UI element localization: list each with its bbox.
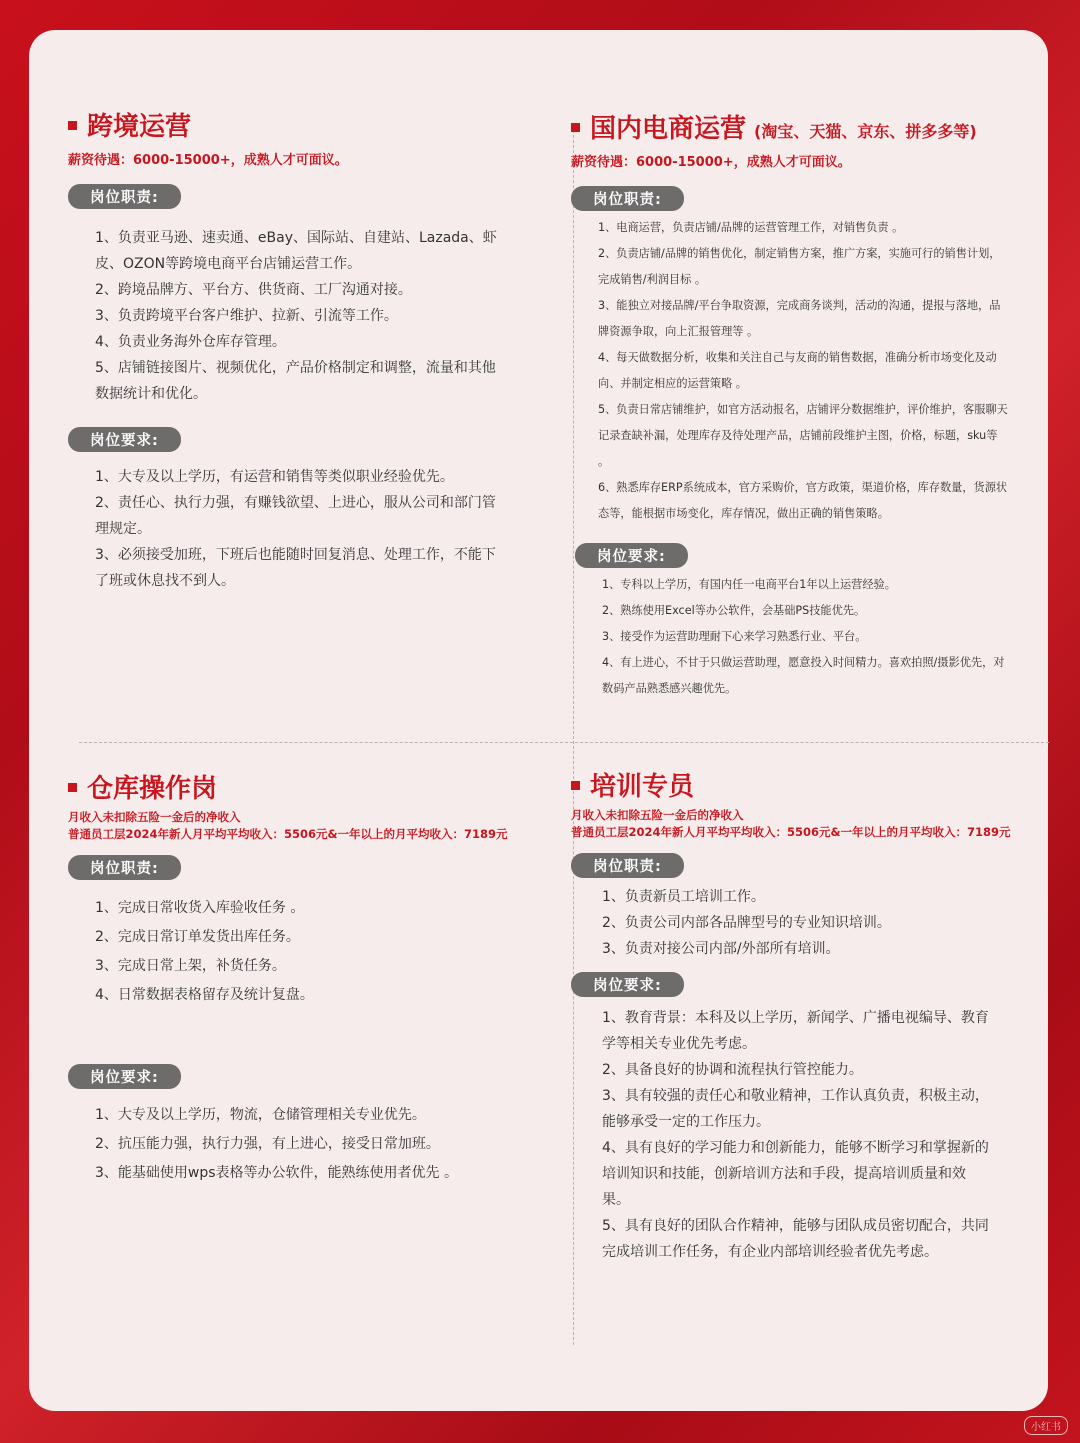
duties-list [571,215,1011,527]
duties-badge: 岗位职责: [68,184,181,209]
list-item: 2、熟练使用Excel等办公软件，会基础PS技能优先。 [602,604,866,617]
income-detail: 普通员工层2024年新人月平均平均收入：5506元&一年以上的月平均收入：7189元 [68,827,508,841]
section-warehouse [68,768,528,1188]
list-item: 3、负责跨境平台客户维护、拉新、引流等工作。 [95,308,398,324]
list-item: 1、专科以上学历，有国内任一电商平台1年以上运营经验。 [602,578,896,591]
duties-list [68,894,528,1010]
job-card [29,30,1048,1411]
list-item: 2、完成日常订单发货出库任务。 [95,929,300,945]
list-item: 1、负责亚马逊、速卖通、eBay、国际站、自建站、Lazada、虾皮、OZON等跨境电商平台店铺运营工作。 [95,230,497,272]
list-item: 3、必须接受加班，下班后也能随时回复消息、处理工作，不能下了班或休息找不到人。 [95,547,496,589]
requirements-badge: 岗位要求: [68,427,181,452]
duties-list [575,884,991,962]
section-cross-border [68,106,508,594]
salary-text: 薪资待遇：6000-15000+，成熟人才可面议。 [68,153,348,168]
list-item: 5、具有良好的团队合作精神，能够与团队成员密切配合，共同完成培训工作任务，有企业内部培训经验者优先考虑。 [602,1218,989,1260]
bullet-square-icon [571,781,580,790]
duties-badge: 岗位职责: [571,853,684,878]
list-item: 4、每天做数据分析，收集和关注自己与友商的销售数据，准确分析市场变化及动向、并制定相应的运营策略 。 [598,351,997,390]
section-title: 国内电商运营 (淘宝、天猫、京东、拼多多等) [571,108,1011,145]
section-subtitle: (淘宝、天猫、京东、拼多多等) [754,122,977,141]
duties-badge: 岗位职责: [571,186,684,211]
income-note: 月收入未扣除五险一金后的净收入 [571,808,744,822]
list-item: 4、具有良好的学习能力和创新能力，能够不断学习和掌握新的培训知识和技能，创新培训方法和手段，提高培训质量和效果。 [602,1140,989,1208]
salary-text: 薪资待遇：6000-15000+，成熟人才可面议。 [571,155,851,170]
list-item: 1、大专及以上学历，物流，仓储管理相关专业优先。 [95,1107,426,1123]
list-item: 5、店铺链接图片、视频优化，产品价格制定和调整，流量和其他数据统计和优化。 [95,360,496,402]
list-item: 4、有上进心，不甘于只做运营助理，愿意投入时间精力。喜欢拍照/摄影优先，对数码产品熟悉感兴趣优先。 [602,656,1005,695]
list-item: 2、负责店铺/品牌的销售优化，制定销售方案，推广方案，实施可行的销售计划，完成销售/利润目标 。 [598,247,1001,286]
section-trainer [571,766,1011,1265]
list-item: 6、熟悉库存ERP系统成本，官方采购价，官方政策，渠道价格，库存数量，货源状态等，能根据市场变化，库存情况，做出正确的销售策略。 [598,481,1008,520]
list-item: 2、负责公司内部各品牌型号的专业知识培训。 [602,915,891,931]
section-domestic [571,108,1011,702]
income-detail: 普通员工层2024年新人月平均平均收入：5506元&一年以上的月平均收入：7189元 [571,825,1011,839]
list-item: 1、大专及以上学历，有运营和销售等类似职业经验优先。 [95,469,454,485]
list-item: 3、能基础使用wps表格等办公软件，能熟练使用者优先 。 [95,1165,458,1181]
list-item: 3、完成日常上架，补货任务。 [95,958,286,974]
requirements-badge: 岗位要求: [68,1064,181,1089]
requirements-list [68,1101,528,1188]
list-item: 1、电商运营，负责店铺/品牌的运营管理工作，对销售负责 。 [598,221,904,234]
list-item: 3、接受作为运营助理耐下心来学习熟悉行业、平台。 [602,630,867,643]
list-item: 3、能独立对接品牌/平台争取资源，完成商务谈判，活动的沟通，提报与落地，品牌资源争取，向上汇报管理等 。 [598,299,1001,338]
requirements-badge: 岗位要求: [575,543,688,568]
list-item: 5、负责日常店铺维护，如官方活动报名，店铺评分数据维护，评价维护，客服聊天记录查缺补漏，处理库存及待处理产品，店铺前段维护主图，价格，标题，sku等 。 [598,403,1008,468]
list-item: 1、负责新员工培训工作。 [602,889,765,905]
bullet-square-icon [68,783,77,792]
section-title: 仓库操作岗 [68,768,528,805]
horizontal-divider [79,742,1049,743]
watermark: 小红书 [1024,1416,1068,1435]
duties-list [68,225,508,407]
list-item: 3、具有较强的责任心和敬业精神，工作认真负责，积极主动，能够承受一定的工作压力。 [602,1088,989,1130]
list-item: 2、跨境品牌方、平台方、供货商、工厂沟通对接。 [95,282,412,298]
list-item: 2、责任心、执行力强，有赚钱欲望、上进心，服从公司和部门管理规定。 [95,495,496,537]
bullet-square-icon [68,121,77,130]
section-title: 跨境运营 [68,106,508,143]
list-item: 4、负责业务海外仓库存管理。 [95,334,286,350]
bullet-square-icon [571,123,580,132]
requirements-list [575,1005,991,1265]
list-item: 1、教育背景：本科及以上学历，新闻学、广播电视编导、教育学等相关专业优先考虑。 [602,1010,989,1052]
requirements-badge: 岗位要求: [571,972,684,997]
list-item: 3、负责对接公司内部/外部所有培训。 [602,941,840,957]
duties-badge: 岗位职责: [68,855,181,880]
section-title: 培训专员 [571,766,991,803]
requirements-list [68,464,508,594]
list-item: 1、完成日常收货入库验收任务 。 [95,900,305,916]
income-note: 月收入未扣除五险一金后的净收入 [68,810,241,824]
list-item: 2、具备良好的协调和流程执行管控能力。 [602,1062,863,1078]
list-item: 2、抗压能力强，执行力强，有上进心，接受日常加班。 [95,1136,440,1152]
requirements-list [575,572,1011,702]
list-item: 4、日常数据表格留存及统计复盘。 [95,987,314,1003]
